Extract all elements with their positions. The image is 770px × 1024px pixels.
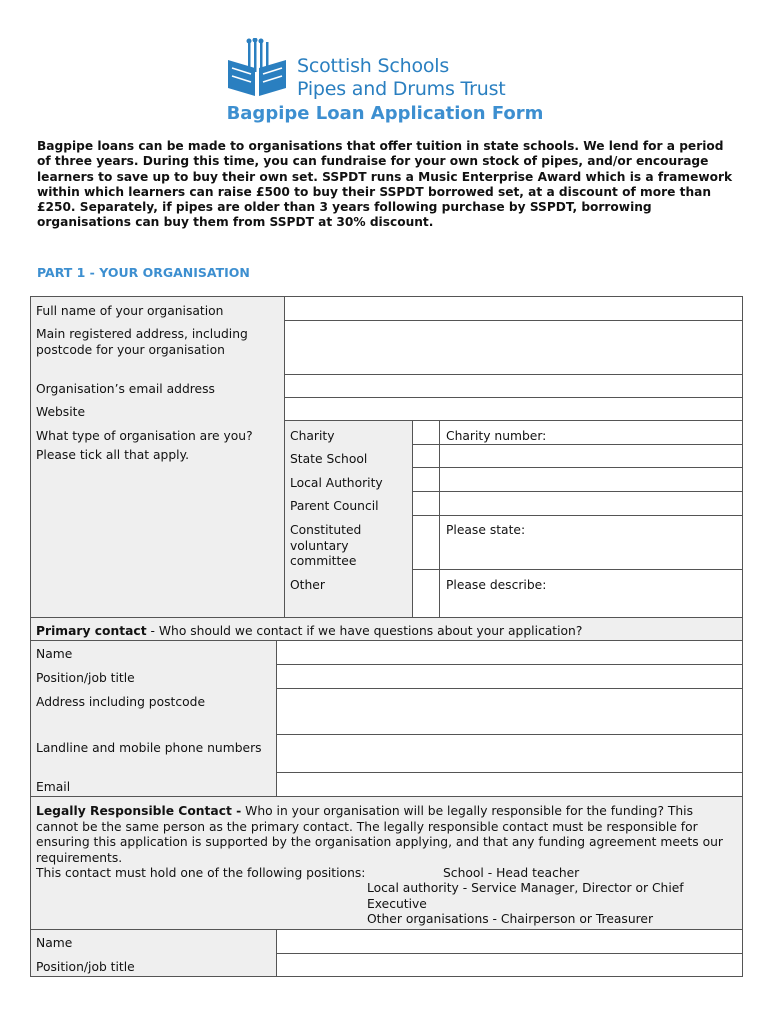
intro-paragraph: Bagpipe loans can be made to organisations that offer tuition in state schools. We lend for a period of three years. During this time, you can fundraise for your own stock of pipes, and/or encourage learners to save up to buy their own set. SSPDT runs a Music Enterprise Award which is a framework within which learners can raise £500 to buy their SSPDT borrowed set, at a discount of more than £250. Separately, if pipes are older than 3 years following purchase by SSPDT, borrowing organisations can buy them from SSPDT at 30% discount.	[37, 139, 733, 230]
grid-line	[30, 296, 743, 297]
org-type-question-text: What type of organisation are you?	[36, 429, 253, 443]
type-other-label: Other	[290, 578, 325, 592]
primary-contact-subtitle: - Who should we contact if we have questions about your application?	[146, 624, 583, 638]
org-type-hint: Please tick all that apply.	[36, 447, 189, 462]
org-email-label: Organisation’s email address	[36, 382, 215, 396]
grid-line	[276, 772, 743, 773]
grid-line	[276, 734, 743, 735]
type-local-authority-label: Local Authority	[290, 476, 383, 490]
primary-name-label: Name	[36, 647, 73, 661]
grid-line	[412, 420, 413, 617]
role-local-authority: Local authority - Service Manager, Director or Chief Executive	[367, 881, 684, 911]
website-label: Website	[36, 405, 86, 419]
legal-contact-description: Who in your organisation will be legally responsible for the funding? This cannot be the same person as the primary contact. The legally responsible contact must be responsible for ensuring this application is supported by the organisation applying, and that any funding agreement meets our requirements.	[36, 804, 723, 865]
grid-line	[276, 688, 743, 689]
table-border-left	[30, 296, 31, 977]
primary-address-label: Address including postcode	[36, 695, 206, 709]
primary-email-label: Email	[36, 780, 71, 794]
grid-line	[412, 444, 743, 445]
grid-line	[284, 374, 743, 375]
grid-line	[30, 617, 743, 618]
grid-line	[276, 929, 277, 976]
legal-contact-title: Legally Responsible Contact -	[36, 804, 242, 818]
org-name-input[interactable]	[285, 297, 742, 319]
other-checkbox[interactable]	[413, 570, 439, 616]
primary-position-input[interactable]	[277, 665, 743, 687]
website-input[interactable]	[285, 398, 742, 419]
grid-line	[30, 796, 743, 797]
primary-name-input[interactable]	[277, 641, 743, 663]
grid-line	[412, 569, 743, 570]
primary-phone-label: Landline and mobile phone numbers	[36, 741, 262, 755]
primary-address-input[interactable]	[277, 689, 743, 733]
primary-contact-heading	[30, 623, 743, 641]
legal-name-label: Name	[36, 936, 73, 950]
type-parent-council-label: Parent Council	[290, 499, 379, 513]
grid-line	[276, 953, 743, 954]
role-school: School - Head teacher	[443, 866, 580, 880]
address-input[interactable]	[285, 321, 742, 373]
constituted-checkbox[interactable]	[413, 516, 439, 568]
charity-number-label: Charity number:	[446, 429, 547, 443]
address-label: Main registered address, including postcode for your organisation	[36, 327, 248, 357]
parent-council-checkbox[interactable]	[413, 492, 439, 514]
org-email-input[interactable]	[285, 375, 742, 397]
grid-line	[276, 640, 277, 796]
type-constituted-label: Constituted voluntary committee	[290, 523, 362, 568]
grid-line	[284, 296, 285, 617]
logo-text	[297, 55, 506, 101]
local-authority-checkbox[interactable]	[413, 468, 439, 490]
sspdt-logo	[224, 38, 554, 102]
state-school-checkbox[interactable]	[413, 445, 439, 467]
primary-email-input[interactable]	[277, 773, 743, 795]
grid-line	[439, 420, 440, 617]
part1-heading: PART 1 - YOUR ORGANISATION	[37, 265, 250, 280]
org-type-question	[30, 428, 284, 464]
positions-intro: This contact must hold one of the following positions:	[36, 866, 366, 880]
table-border-right	[742, 296, 743, 977]
legal-contact-text	[30, 803, 743, 867]
bagpipe-book-icon	[224, 38, 294, 100]
grid-line	[284, 397, 743, 398]
grid-line	[412, 467, 743, 468]
grid-line	[30, 640, 743, 641]
charity-checkbox[interactable]	[413, 421, 439, 443]
grid-line	[30, 929, 743, 930]
please-describe-label: Please describe:	[446, 578, 547, 592]
legal-name-input[interactable]	[277, 930, 743, 952]
legal-position-label: Position/job title	[36, 960, 135, 974]
type-charity-label: Charity	[290, 429, 335, 443]
grid-line	[284, 420, 743, 421]
grid-line	[30, 976, 743, 977]
logo-line-1: Scottish Schools	[297, 55, 450, 77]
grid-line	[276, 664, 743, 665]
type-state-school-label: State School	[290, 452, 368, 466]
role-other-organisations: Other organisations - Chairperson or Treasurer	[367, 912, 654, 926]
form-title: Bagpipe Loan Application Form	[226, 103, 544, 124]
please-state-label: Please state:	[446, 523, 526, 537]
legal-position-input[interactable]	[277, 954, 743, 975]
grid-line	[284, 320, 743, 321]
grid-line	[412, 491, 743, 492]
org-name-label: Full name of your organisation	[36, 304, 224, 318]
primary-phone-input[interactable]	[277, 735, 743, 771]
grid-line	[412, 515, 743, 516]
logo-line-2: Pipes and Drums Trust	[297, 78, 506, 100]
primary-contact-title: Primary contact	[36, 624, 147, 638]
primary-position-label: Position/job title	[36, 671, 135, 685]
